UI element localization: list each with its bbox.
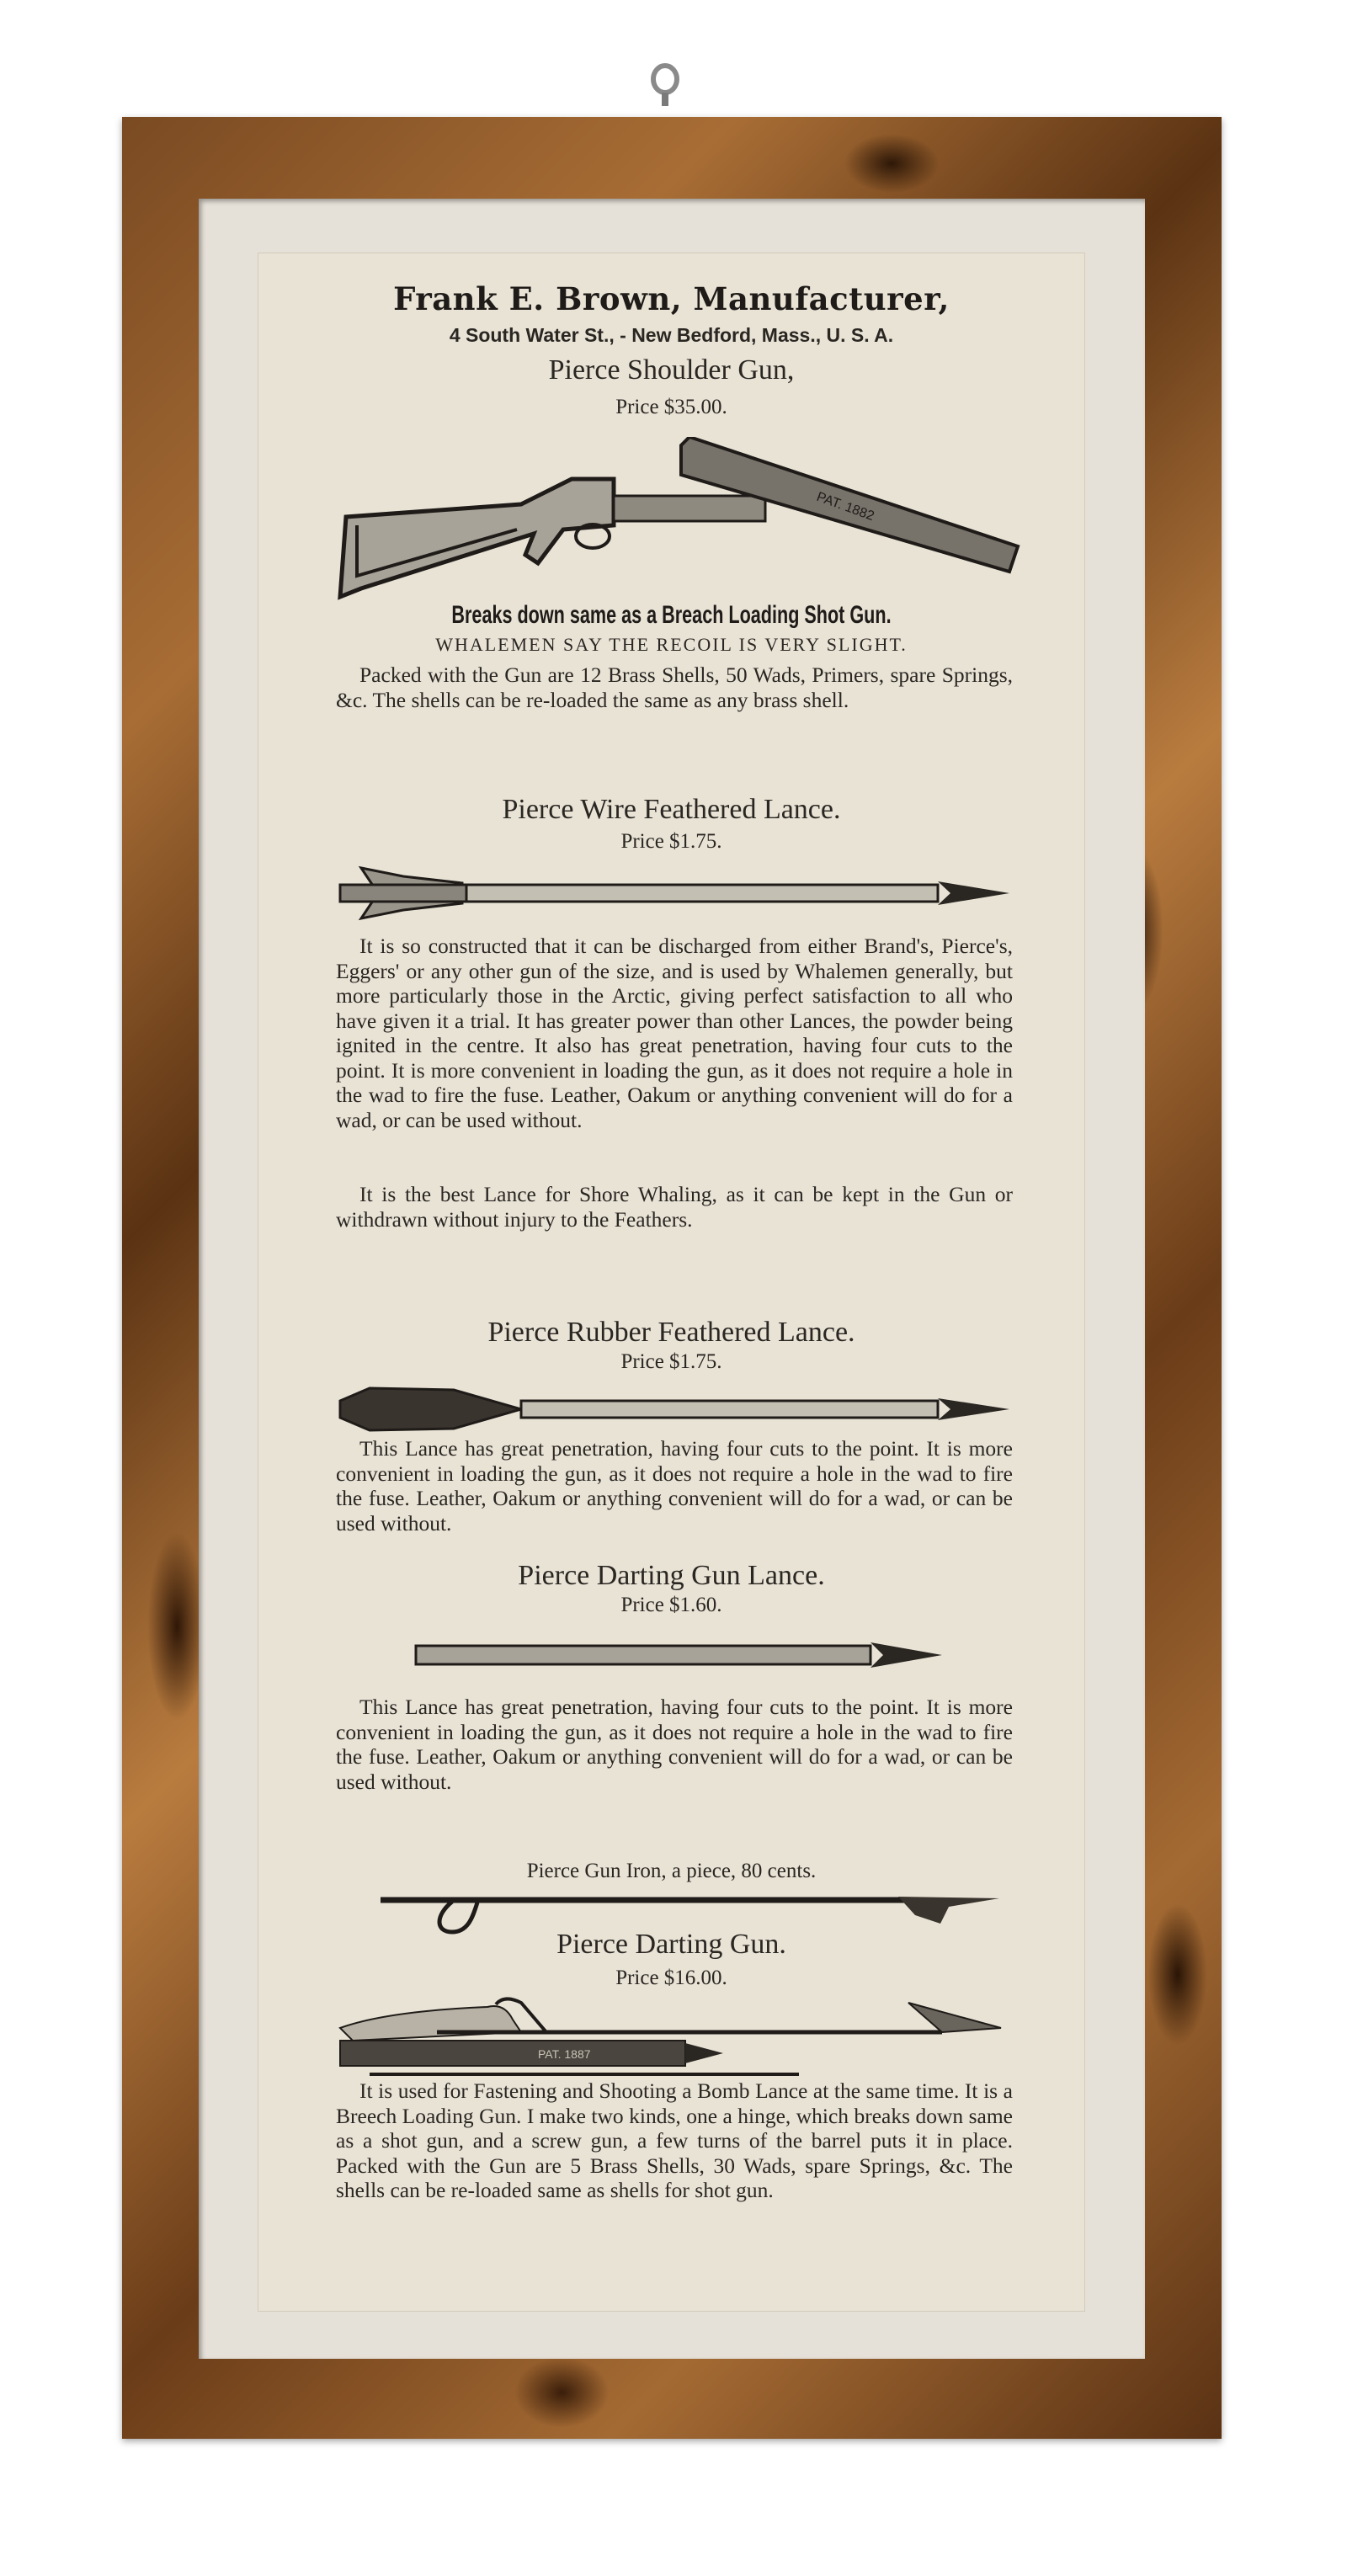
product-price: Price $35.00. — [615, 396, 727, 418]
product-title: Pierce Wire Feathered Lance. — [502, 794, 841, 825]
product-description: This Lance has great penetration, having four cuts to the point. It is more convenient in loading the gun, as it does not require a hole in the wad to fire the fuse. Leather, Oakum or anything convenient will do for a wad, or can be used without. — [336, 1436, 1013, 1535]
manufacturer-address: 4 South Water St., - New Bedford, Mass., U. S. A. — [449, 324, 894, 346]
product-description-continued: It is the best Lance for Shore Whaling, as it can be kept in the Gun or withdrawn without injury to the Feathers. — [336, 1182, 1013, 1232]
hanger-ring-icon — [648, 62, 682, 106]
product-description: It is so constructed that it can be discharged from either Brand's, Pierce's, Eggers' or any other gun of the size, and is used by Whalemen generally, but more particularly those in the Arctic, giving perfect satisfaction to all who have given it a trial. It has greater power than other Lances, the powder being ignited in the centre. It also has great penetration, having four cuts to the point. It is more convenient in loading the gun, as it does not require a hole in the wad to fire the fuse. Leather, Oakum or anything convenient will do for a wad, or can be used without. — [336, 934, 1013, 1132]
product-title: Pierce Rubber Feathered Lance. — [487, 1317, 855, 1348]
product-title: Pierce Shoulder Gun, — [548, 354, 795, 386]
product-description: It is used for Fastening and Shooting a Bomb Lance at the same time. It is a Breech Loading Gun. I make two kinds, one a hinge, which breaks down same as a shot gun, and a screw gun, a few turns of the barrel puts it in place. Packed with the Gun are 5 Brass Shells, 30 Wads, spare Springs, &c. The shells can be re-loaded same as shells for shot gun. — [336, 2078, 1013, 2202]
darting-gun-lance-illustration — [412, 1634, 950, 1676]
product-description: This Lance has great penetration, having four cuts to the point. It is more convenient in loading the gun, as it does not require a hole in the wad to fire the fuse. Leather, Oakum or anything convenient will do for a wad, or can be used without. — [336, 1695, 1013, 1794]
product-subtagline: WHALEMEN SAY THE RECOIL IS VERY SLIGHT. — [435, 634, 908, 655]
picture-frame — [122, 117, 1222, 2439]
manufacturer-heading: Frank E. Brown, Manufacturer, — [393, 280, 950, 317]
advertisement-sheet — [258, 253, 1085, 2312]
rubber-feathered-lance-illustration — [336, 1380, 1026, 1439]
product-price: Price $16.00. — [615, 1967, 727, 1989]
product-title: Pierce Darting Gun Lance. — [518, 1560, 825, 1591]
shoulder-gun-illustration — [336, 437, 1026, 605]
product-price: Price $1.75. — [620, 1350, 722, 1373]
product-title: Pierce Darting Gun. — [556, 1929, 786, 1960]
mat-board — [199, 199, 1145, 2359]
engraving-text: PAT. 1887 — [538, 2047, 591, 2061]
product-tagline: Breaks down same as a Breach Loading Shot Gun. — [451, 601, 892, 629]
product-title: Pierce Gun Iron, a piece, 80 cents. — [526, 1860, 817, 1882]
engraving-text: PAT. 1882 — [814, 489, 876, 524]
product-price: Price $1.60. — [620, 1594, 722, 1616]
wire-feathered-lance-illustration — [336, 860, 1026, 927]
product-description: Packed with the Gun are 12 Brass Shells, 50 Wads, Primers, spare Springs, &c. The shells can be re-loaded the same as any brass shell. — [336, 663, 1013, 712]
product-price: Price $1.75. — [620, 830, 722, 853]
